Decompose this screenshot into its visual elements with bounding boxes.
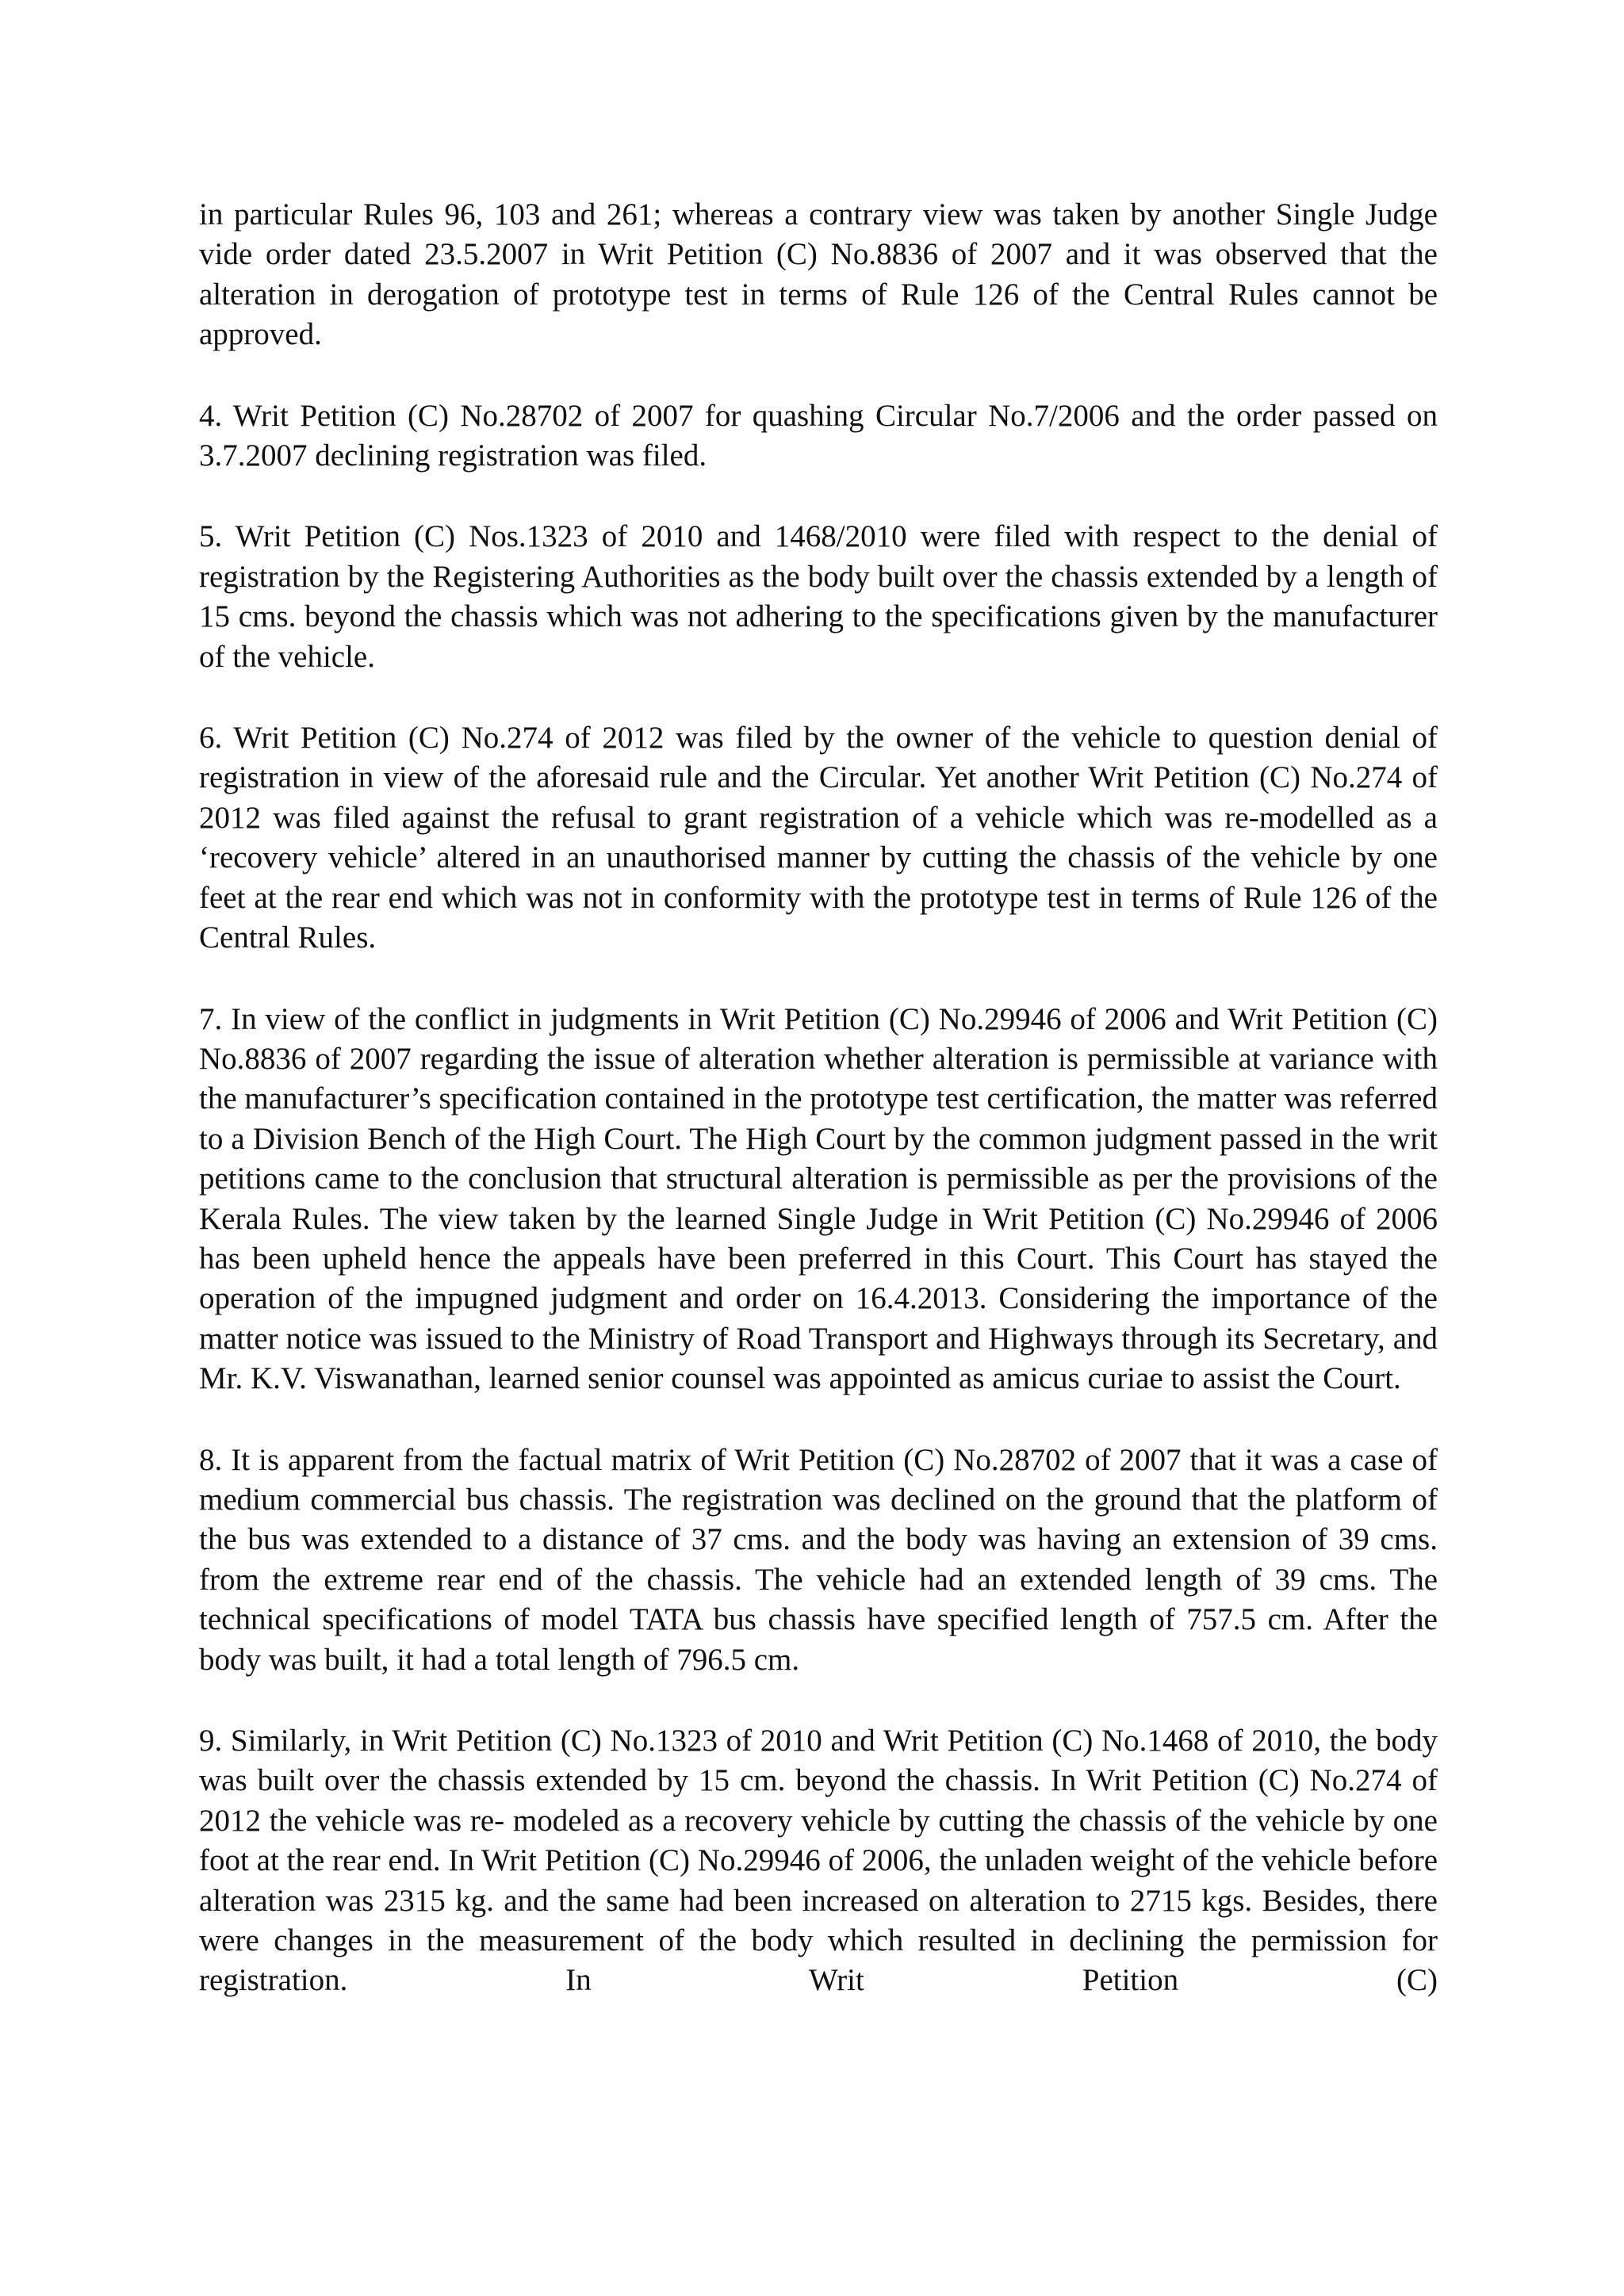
- paragraph-6: 6. Writ Petition (C) No.274 of 2012 was filed by the owner of the vehicle to question denial of registration in view of the aforesaid rule and the Circular. Yet another Writ Petition (C) No.274 of 2012 was filed against the refusal to grant registration of a vehicle which was re-modelled as a ‘recovery vehicle’ altered in an unauthorised manner by cutting the chassis of the vehicle by one feet at the rear end which was not in conformity with the prototype test in terms of Rule 126 of the Central Rules.: [199, 721, 1438, 955]
- paragraph-9: 9. Similarly, in Writ Petition (C) No.1323 of 2010 and Writ Petition (C) No.1468 of 2010, the body was built over the chassis extended by 15 cm. beyond the chassis. In Writ Petition (C) No.274 of 2012 the vehicle was re- modeled as a recovery vehicle by cutting the chassis of the vehicle by one foot at the rear end. In Writ Petition (C) No.29946 of 2006, the unladen weight of the vehicle before alteration was 2315 kg. and the same had been increased on alteration to 2715 kgs. Besides, there were changes in the measurement of the body which resulted in declining the permission for registration. In Writ Petition (C): [199, 1724, 1438, 1998]
- paragraph-8: 8. It is apparent from the factual matrix of Writ Petition (C) No.28702 of 2007 that it was a case of medium commercial bus chassis. The registration was declined on the ground that the platform of the bus was extended to a distance of 37 cms. and the body was having an extension of 39 cms. from the extreme rear end of the chassis. The vehicle had an extended length of 39 cms. The technical specifications of model TATA bus chassis have specified length of 757.5 cm. After the body was built, it had a total length of 796.5 cm.: [199, 1442, 1438, 1677]
- paragraph-continuation: in particular Rules 96, 103 and 261; whereas a contrary view was taken by another Single Judge vide order dated 23.5.2007 in Writ Petition (C) No.8836 of 2007 and it was observed that the alteration in derogation of prototype test in terms of Rule 126 of the Central Rules cannot be approved.: [199, 197, 1438, 352]
- paragraph-5: 5. Writ Petition (C) Nos.1323 of 2010 and 1468/2010 were filed with respect to the denial of registration by the Registering Authorities as the body built over the chassis extended by a length of 15 cms. beyond the chassis which was not adhering to the specifications given by the manufacturer of the vehicle.: [199, 519, 1438, 674]
- document-body: [199, 195, 1438, 2001]
- paragraph-7: 7. In view of the conflict in judgments in Writ Petition (C) No.29946 of 2006 and Writ Petition (C) No.8836 of 2007 regarding the issue of alteration whether alteration is permissible at variance with the manufacturer’s specification contained in the prototype test certification, the matter was referred to a Division Bench of the High Court. The High Court by the common judgment passed in the writ petitions came to the conclusion that structural alteration is permissible as per the provisions of the Kerala Rules. The view taken by the learned Single Judge in Writ Petition (C) No.29946 of 2006 has been upheld hence the appeals have been preferred in this Court. This Court has stayed the operation of the impugned judgment and order on 16.4.2013. Considering the importance of the matter notice was issued to the Ministry of Road Transport and Highways through its Secretary, and Mr. K.V. Viswanathan, learned senior counsel was appointed as amicus curiae to assist the Court.: [199, 1001, 1438, 1396]
- paragraph-4: 4. Writ Petition (C) No.28702 of 2007 for quashing Circular No.7/2006 and the order passed on 3.7.2007 declining registration was filed.: [199, 398, 1438, 473]
